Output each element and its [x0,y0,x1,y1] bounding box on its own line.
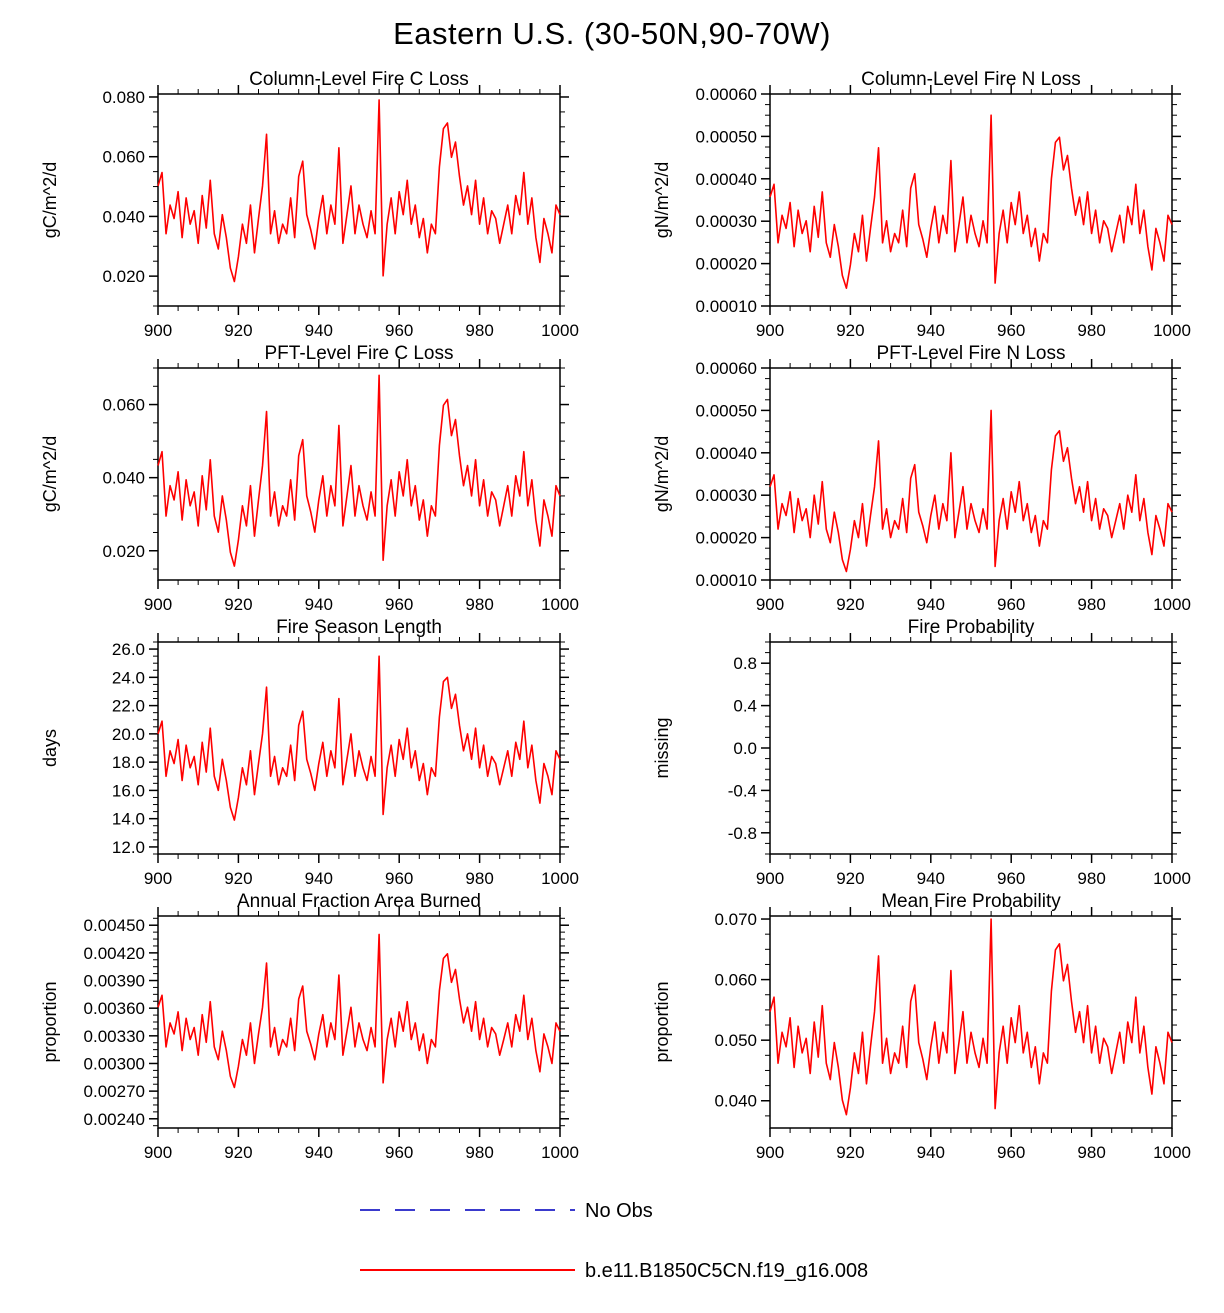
x-tick-label: 960 [997,1143,1026,1162]
y-tick-label: 18.0 [111,753,145,773]
chart-panel-annual-fraction-area-burned [0,888,612,1162]
series-line [770,919,1172,1115]
y-axis-label: days [40,728,60,768]
subplot-title: Mean Fire Probability [881,891,1061,912]
y-tick-label: 0.4 [733,696,757,716]
x-tick-label: 1000 [1153,1143,1191,1162]
x-tick-label: 960 [997,869,1026,888]
x-tick-label: 920 [836,321,865,340]
figure-title: Eastern U.S. (30-50N,90-70W) [393,16,831,51]
x-tick-label: 960 [385,1143,414,1162]
subplot-title: Fire Season Length [276,617,442,638]
x-tick-label: 980 [465,1143,494,1162]
y-tick-label: 0.060 [102,147,145,167]
y-axis-label: gC/m^2/d [40,161,60,239]
series-line [770,115,1172,288]
y-tick-label: 24.0 [111,668,145,688]
y-tick-label: 0.040 [714,1091,757,1111]
y-tick-label: 0.00300 [83,1054,145,1074]
series-line [158,100,560,282]
x-tick-label: 920 [836,1143,865,1162]
x-tick-label: 960 [385,595,414,614]
x-tick-label: 900 [143,321,173,340]
y-tick-label: 0.00420 [83,943,145,963]
y-tick-label: 0.0 [733,739,757,758]
y-tick-label: 20.0 [111,724,145,744]
plot-frame [770,94,1172,306]
y-axis-label: gN/m^2/d [652,161,672,239]
y-tick-label: 22.0 [111,696,145,716]
y-tick-label: 0.00050 [695,401,757,421]
y-tick-label: 0.060 [102,395,145,415]
x-tick-label: 900 [143,595,173,614]
plot-frame [158,94,560,306]
chart-svg-mean-fire-probability [612,888,1224,1162]
y-tick-label: 0.00450 [83,916,145,936]
y-axis-label: proportion [652,981,672,1063]
series-line [158,934,560,1087]
y-tick-label: 0.00050 [695,127,757,147]
subplot-title: Column-Level Fire N Loss [861,69,1081,90]
chart-svg-pft-level-fire-c-loss [0,340,612,614]
y-tick-label: 0.070 [714,910,757,930]
x-tick-label: 960 [997,595,1026,614]
y-axis-label: missing [652,717,672,779]
legend-label-b-e11-b1850c5cn-f19-g16-008: b.e11.B1850C5CN.f19_g16.008 [585,1260,869,1282]
y-tick-label: 0.00330 [83,1026,145,1046]
x-tick-label: 920 [836,595,865,614]
subplot-title: Annual Fraction Area Burned [237,891,481,912]
plot-frame [158,368,560,580]
y-tick-label: 12.0 [111,837,145,857]
x-tick-label: 940 [916,869,945,888]
chart-svg-pft-level-fire-n-loss [612,340,1224,614]
x-tick-label: 980 [465,595,494,614]
chart-panel-pft-level-fire-c-loss [0,340,612,614]
x-tick-label: 940 [304,595,333,614]
y-tick-label: 0.00060 [695,359,757,378]
y-tick-label: 0.00030 [695,212,757,232]
x-tick-label: 900 [755,595,785,614]
x-tick-label: 1000 [1153,595,1191,614]
x-tick-label: 980 [1077,321,1106,340]
x-tick-label: 940 [304,321,333,340]
x-tick-label: 940 [916,321,945,340]
series-line [158,656,560,820]
y-tick-label: -0.4 [727,781,757,801]
x-tick-label: 900 [143,869,173,888]
plot-frame [158,916,560,1128]
y-tick-label: 0.020 [102,267,145,287]
y-tick-label: 0.00030 [695,486,757,506]
plot-frame [770,916,1172,1128]
y-tick-label: 0.00390 [83,971,145,991]
y-tick-label: 0.00060 [695,85,757,104]
chart-svg-fire-probability [612,614,1224,888]
subplot-title: Column-Level Fire C Loss [249,69,469,90]
legend [0,1162,1224,1308]
y-tick-label: 0.020 [102,541,145,561]
plot-frame [770,642,1172,854]
y-tick-label: 0.00020 [695,528,757,548]
chart-panel-mean-fire-probability [612,888,1224,1162]
x-tick-label: 980 [1077,869,1106,888]
x-tick-label: 960 [385,869,414,888]
x-tick-label: 940 [304,869,333,888]
x-tick-label: 920 [836,869,865,888]
x-tick-label: 940 [304,1143,333,1162]
y-tick-label: 0.00020 [695,254,757,274]
x-tick-label: 920 [224,595,253,614]
y-tick-label: 0.040 [102,207,145,227]
x-tick-label: 980 [1077,595,1106,614]
x-tick-label: 1000 [1153,869,1191,888]
y-tick-label: 0.060 [714,970,757,990]
x-tick-label: 1000 [541,1143,579,1162]
charts-grid [0,66,1224,1162]
x-tick-label: 960 [997,321,1026,340]
x-tick-label: 900 [755,321,785,340]
y-tick-label: 14.0 [111,809,145,829]
x-tick-label: 1000 [541,869,579,888]
legend-label-no-obs: No Obs [585,1200,653,1222]
y-tick-label: 0.00360 [83,999,145,1019]
x-tick-label: 900 [143,1143,173,1162]
y-tick-label: 0.00040 [695,169,757,189]
y-tick-label: 0.00010 [695,571,757,590]
y-tick-label: -0.8 [727,823,757,843]
y-tick-label: 0.00010 [695,297,757,316]
plot-frame [770,368,1172,580]
chart-svg-column-level-fire-c-loss [0,66,612,340]
y-tick-label: 0.00040 [695,443,757,463]
x-tick-label: 900 [755,1143,785,1162]
y-axis-label: gN/m^2/d [652,435,672,513]
x-tick-label: 920 [224,869,253,888]
x-tick-label: 1000 [541,321,579,340]
y-axis-label: gC/m^2/d [40,435,60,513]
y-tick-label: 0.080 [102,87,145,107]
chart-panel-fire-probability [612,614,1224,888]
chart-panel-column-level-fire-n-loss [612,66,1224,340]
y-axis-label: proportion [40,981,60,1063]
series-line [770,410,1172,571]
x-tick-label: 1000 [541,595,579,614]
chart-panel-fire-season-length [0,614,612,888]
x-tick-label: 1000 [1153,321,1191,340]
y-tick-label: 0.00270 [83,1082,145,1102]
series-line [158,375,560,566]
plot-frame [158,642,560,854]
chart-svg-annual-fraction-area-burned [0,888,612,1162]
y-tick-label: 0.050 [714,1031,757,1051]
x-tick-label: 960 [385,321,414,340]
x-tick-label: 980 [1077,1143,1106,1162]
y-tick-label: 0.8 [733,654,757,674]
x-tick-label: 920 [224,321,253,340]
subplot-title: Fire Probability [907,617,1035,638]
x-tick-label: 980 [465,321,494,340]
chart-svg-fire-season-length [0,614,612,888]
chart-svg-column-level-fire-n-loss [612,66,1224,340]
y-tick-label: 26.0 [111,640,145,660]
x-tick-label: 920 [224,1143,253,1162]
chart-panel-column-level-fire-c-loss [0,66,612,340]
subplot-title: PFT-Level Fire N Loss [876,343,1066,364]
y-tick-label: 0.00240 [83,1109,145,1129]
x-tick-label: 980 [465,869,494,888]
y-tick-label: 16.0 [111,781,145,801]
chart-panel-pft-level-fire-n-loss [612,340,1224,614]
x-tick-label: 900 [755,869,785,888]
x-tick-label: 940 [916,595,945,614]
x-tick-label: 940 [916,1143,945,1162]
subplot-title: PFT-Level Fire C Loss [264,343,454,364]
y-tick-label: 0.040 [102,468,145,488]
